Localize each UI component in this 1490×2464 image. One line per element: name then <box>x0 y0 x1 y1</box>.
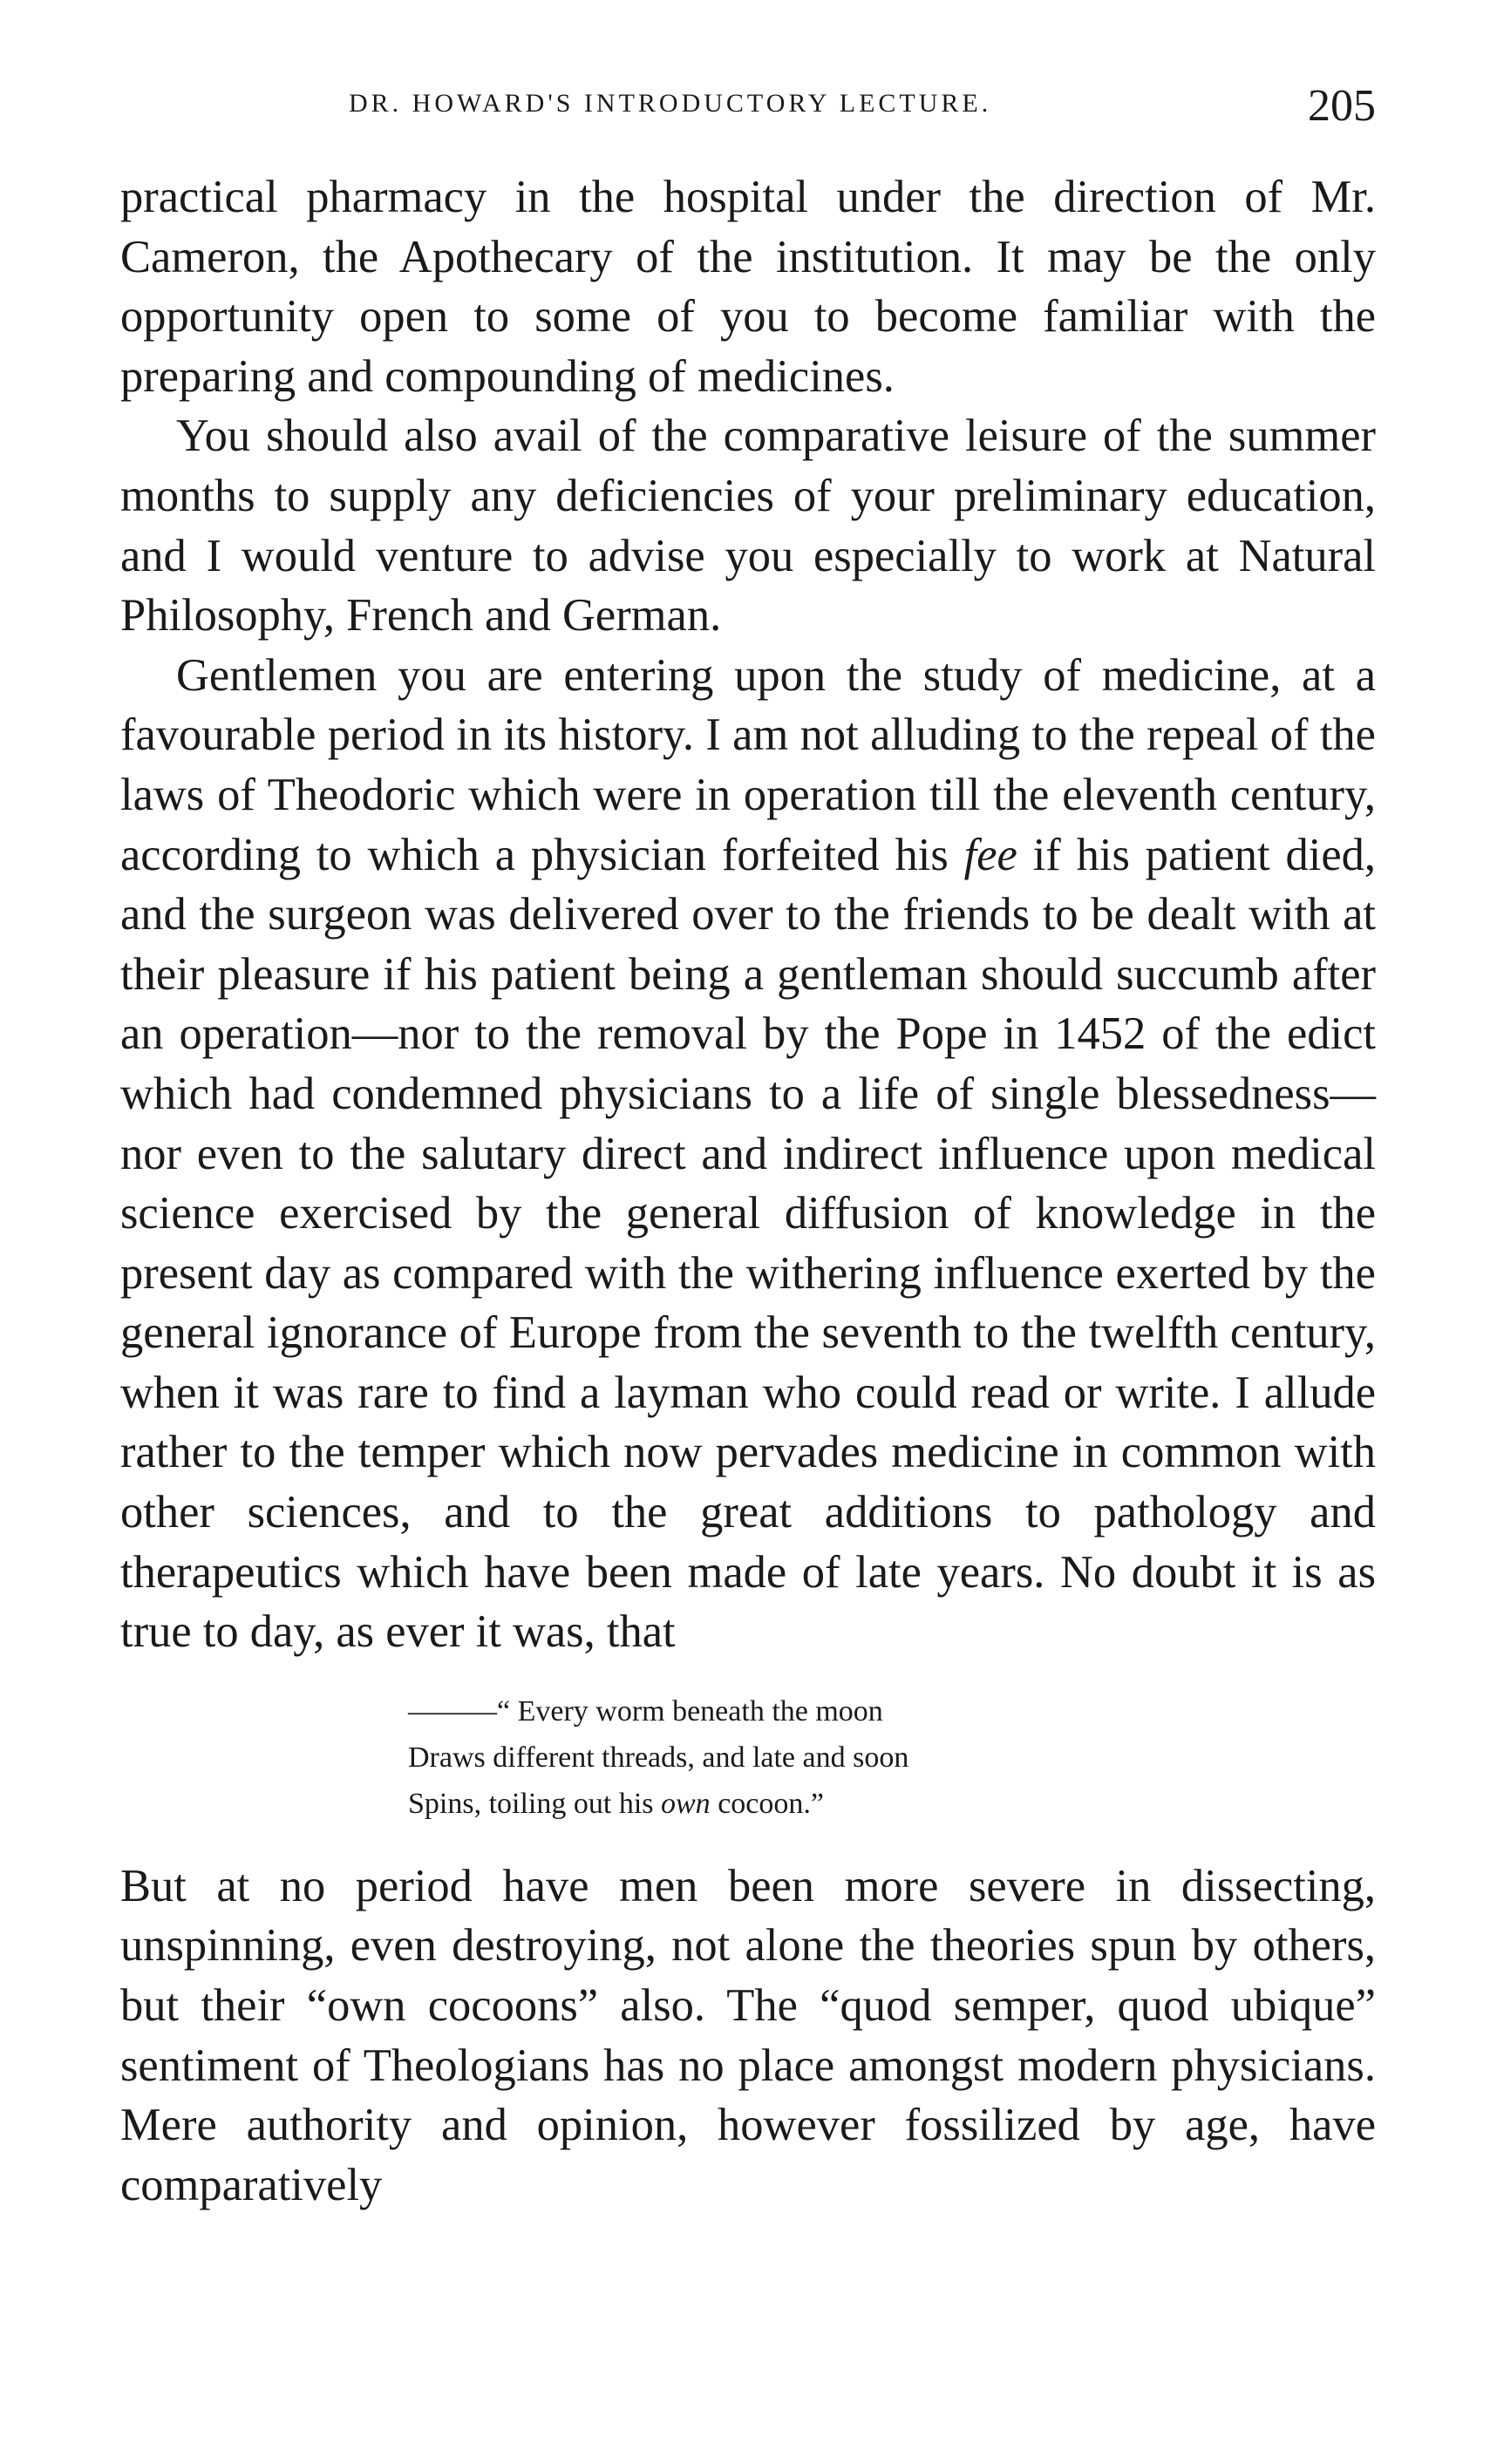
paragraph-3-text-b: if his patient died, and the surgeon was delivered over to the friends to be dealt with at their pleasure if his patient being a gentleman should succumb after an operation—nor to the removal by the Pope in 1452 of the edict which had condemned physicians to a life of single blessedness—nor even to the salutary direct and indirect influence upon medical science exercised by the general diffusion of knowledge in the present day as compared with the withering influence exerted by the general ignorance of Europe from the seventh to the twelfth century, when it was rare to find a layman who could read or write. I allude rather to the temper which now pervades medicine in common with other sciences, and to the great additions to pathology and therapeutics which have been made of late years. No doubt it is as true to day, as ever it was, that <box>120 829 1376 1658</box>
verse-line-1: ———“ Every worm beneath the moon <box>408 1694 883 1728</box>
paragraph-2: You should also avail of the comparative leisure of the summer months to supply any deficiencies of your preliminary education, and I would venture to advise you especially to work at Natural Philosophy, French and German. <box>120 411 1376 641</box>
book-page <box>120 80 1376 2215</box>
page-number: 205 <box>1308 81 1376 131</box>
paragraph-3-text-a: Gentlemen you are entering upon the study of medicine, at a favourable period in its history. I am not alluding to the repeal of the laws of Theodoric which were in operation till the eleventh century, according to which a physician forfeited his <box>120 649 1376 880</box>
verse-quotation <box>408 1688 1376 1827</box>
running-title: DR. HOWARD'S INTRODUCTORY LECTURE. <box>349 89 992 118</box>
paragraph-3 <box>120 646 1376 1662</box>
verse-line-3-text-b: cocoon.” <box>710 1787 824 1820</box>
paragraph-1: practical pharmacy in the hospital under the direction of Mr. Cameron, the Apothecary of the institution. It may be the only opportunity open to some of you to become familiar with the preparing and compounding of medicines. <box>120 172 1376 402</box>
verse-line-3-text-a: Spins, toiling out his <box>408 1787 661 1820</box>
paragraph-4: But at no period have men been more severe in dissecting, unspinning, even destroying, not alone the theories spun by others, but their “own cocoons” also. The “quod semper, quod ubique” sentiment of Theologians has no place amongst modern physicians. Mere authority and opinion, however fossilized by age, have comparatively <box>120 1860 1376 2210</box>
verse-line-2: Draws different threads, and late and soon <box>408 1741 909 1774</box>
verse-line-3 <box>408 1781 1376 1827</box>
running-header <box>120 80 1376 141</box>
italic-own: own <box>661 1787 711 1820</box>
italic-fee: fee <box>963 829 1017 880</box>
